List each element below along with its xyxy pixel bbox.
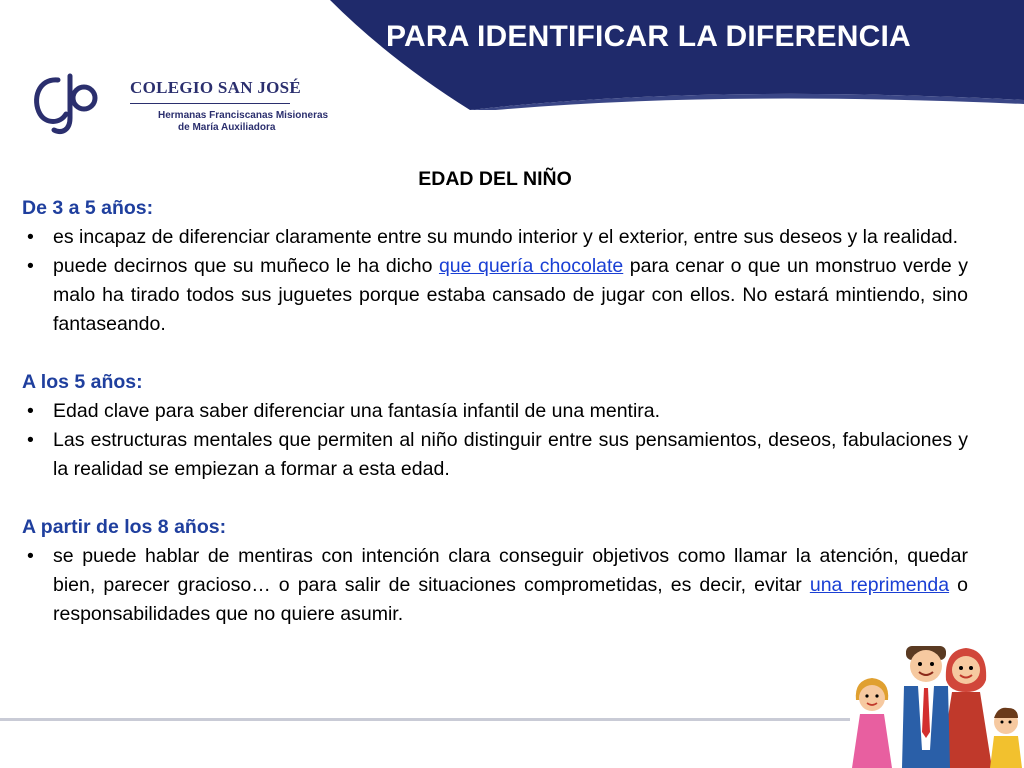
list-item: • puede decirnos que su muñeco le ha dicho que quería chocolate para cenar o que un monstruo verde y malo ha tirado todos sus juguetes porque estaba cansado de jugar con ellos. No estará mintiendo, sino fantaseando. — [22, 252, 968, 339]
list-item: • se puede hablar de mentiras con intención clara conseguir objetivos como llamar la atención, quedar bien, parecer gracioso… o para salir de situaciones comprometidas, es decir, evitar una reprimenda o responsabilidades que no quiere asumir. — [22, 542, 968, 629]
school-name: COLEGIO SAN JOSÉ — [130, 78, 302, 97]
bottom-divider — [0, 718, 850, 721]
school-subtitle-line1: Hermanas Franciscanas Misioneras — [158, 110, 329, 121]
family-illustration-icon — [846, 640, 1024, 768]
slide-content — [22, 165, 968, 629]
page-title: PARA IDENTIFICAR LA DIFERENCIA — [386, 20, 911, 53]
cj-monogram-icon — [30, 70, 100, 140]
school-subtitle-line2: de María Auxiliadora — [178, 122, 276, 133]
age-5-list — [22, 397, 968, 484]
chocolate-link[interactable]: que quería chocolate — [438, 255, 624, 277]
section-heading: EDAD DEL NIÑO — [418, 168, 572, 190]
list-item: • Edad clave para saber diferenciar una fantasía infantil de una mentira. — [22, 397, 968, 426]
age-3-5-list — [22, 223, 968, 339]
age-8-list — [22, 542, 968, 629]
list-item: • es incapaz de diferenciar claramente entre su mundo interior y el exterior, entre sus deseos y la realidad. — [22, 223, 968, 252]
age-5-heading: A los 5 años: — [22, 371, 143, 393]
age-8-heading: A partir de los 8 años: — [22, 516, 227, 538]
logo-divider — [130, 103, 290, 104]
school-logo — [30, 70, 329, 140]
list-item: • Las estructuras mentales que permiten al niño distinguir entre sus pensamientos, deseos, fabulaciones y la realidad se empiezan a formar a esta edad. — [22, 426, 968, 484]
age-3-5-heading: De 3 a 5 años: — [22, 197, 154, 219]
reprimenda-link[interactable]: una reprimenda — [809, 574, 950, 596]
